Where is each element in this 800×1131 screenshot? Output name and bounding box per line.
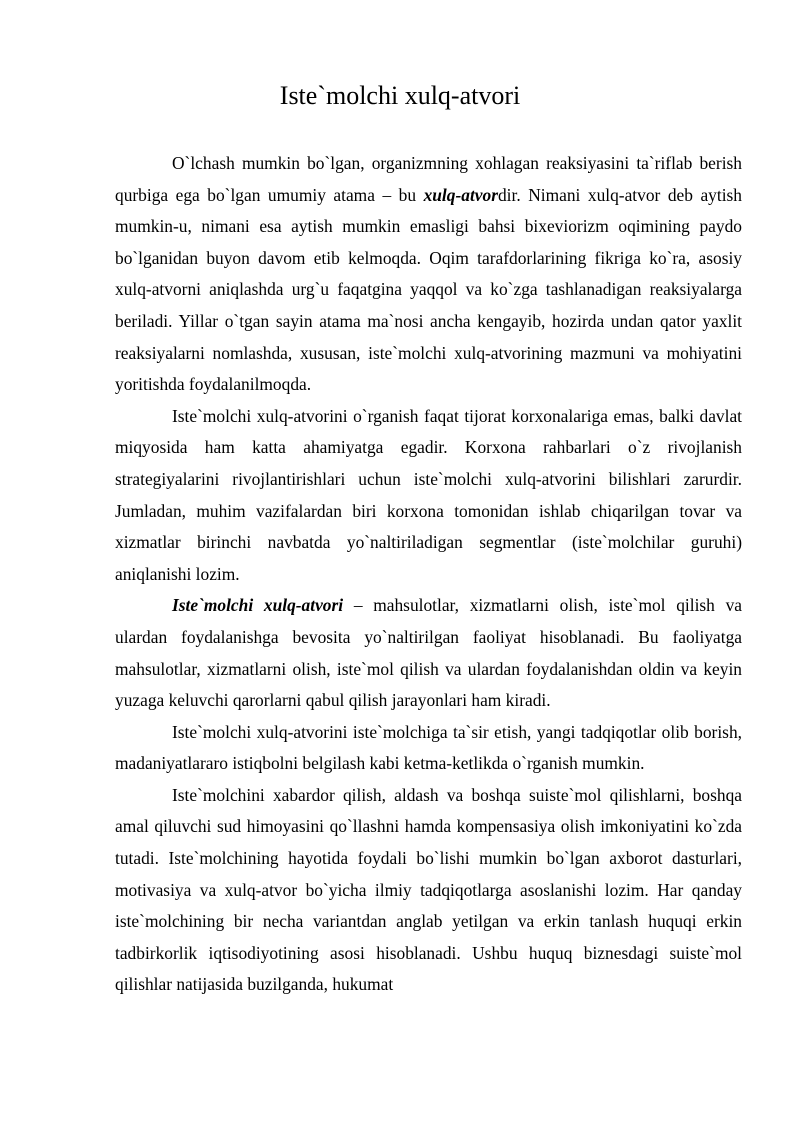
paragraph-text: Iste`molchini xabardor qilish, aldash va boshqa suiste`mol qilishlarni, boshqa amal qiluvchi sud himoyasini qo`llashni hamda kompensasiya olish imkoniyatini ko`zda tutadi. Iste`molchining hayotida foydali bo`lishi mumkin bo`lgan axborot dasturlari, motivasiya va xulq-atvor bo`yicha ilmiy tadqiqotlarga asoslanishi lozim. Har qanday iste`molchining bir necha variantdan anglab yetilgan va erkin tanlash huquqi erkin tadbirkorlik iqtisodiyotining asosi hisoblanadi. Ushbu huquq biznesdagi suiste`mol qilishlar natijasida buzilganda, hukumat [115, 784, 742, 995]
paragraph-text: – mahsulotlar, xizmatlarni olish, iste`mol qilish va ulardan foydalanishga bevosita yo`naltirilgan faoliyat hisoblanadi. Bu faoliyatga mahsulotlar, xizmatlarni olish, iste`mol qilish va ulardan foydalanishdan oldin va keyin yuzaga keluvchi qarorlarni qabul qilish jarayonlari ham kiradi. [115, 595, 743, 711]
paragraph-study-importance [115, 401, 742, 591]
document-body [115, 148, 742, 1001]
document-title: Iste`molchi xulq-atvori [279, 81, 521, 110]
paragraph-study-sequence [115, 717, 742, 780]
paragraph-xulq-atvor-definition [115, 148, 742, 401]
paragraph-consumer-rights [115, 780, 742, 1001]
paragraph-text: Iste`molchi xulq-atvorini iste`molchiga ta`sir etish, yangi tadqiqotlar olib borish, madaniyatlararo istiqbolni belgilash kabi ketma-ketlikda o`rganish mumkin. [115, 721, 742, 774]
paragraph-text: O`lchash mumkin bo`lgan, organizmning xohlagan reaksiyasini ta`riflab berish qurbiga ega bo`lgan umumiy atama – bu [115, 153, 742, 205]
term-istemolchi-xulq-atvori: Iste`molchi xulq-atvori [172, 595, 344, 616]
term-xulq-atvor: xulq-atvor [423, 184, 498, 205]
paragraph-consumer-behavior-definition [115, 590, 742, 716]
paragraph-text: Iste`molchi xulq-atvorini o`rganish faqat tijorat korxonalariga emas, balki davlat miqyosida ham katta ahamiyatga egadir. Korxona rahbarlari o`z rivojlanish strategiyalarini rivojlantirishlari uchun iste`molchi xulq-atvorini bilishlari zarurdir. Jumladan, muhim vazifalardan biri korxona tomonidan ishlab chiqarilgan tovar va xizmatlar birinchi navbatda yo`naltiriladigan segmentlar (iste`molchilar guruhi) aniqlanishi lozim. [115, 405, 742, 584]
paragraph-text: dir. Nimani xulq-atvor deb aytish mumkin-u, nimani esa aytish mumkin emasligi bahsi bixeviorizm oqimining paydo bo`lganidan buyon davom etib kelmoqda. Oqim tarafdorlarining fikriga ko`ra, asosiy xulq-atvorni aniqlashda urg`u faqatgina yaqqol va ko`zga tashlanadigan reaksiyalarga beriladi. Yillar o`tgan sayin atama ma`nosi ancha kengayib, hozirda undan qator yaxlit reaksiyalarni nomlashda, xususan, iste`molchi xulq-atvorining mazmuni va mohiyatini yoritishda foydalanilmoqda. [115, 184, 742, 395]
